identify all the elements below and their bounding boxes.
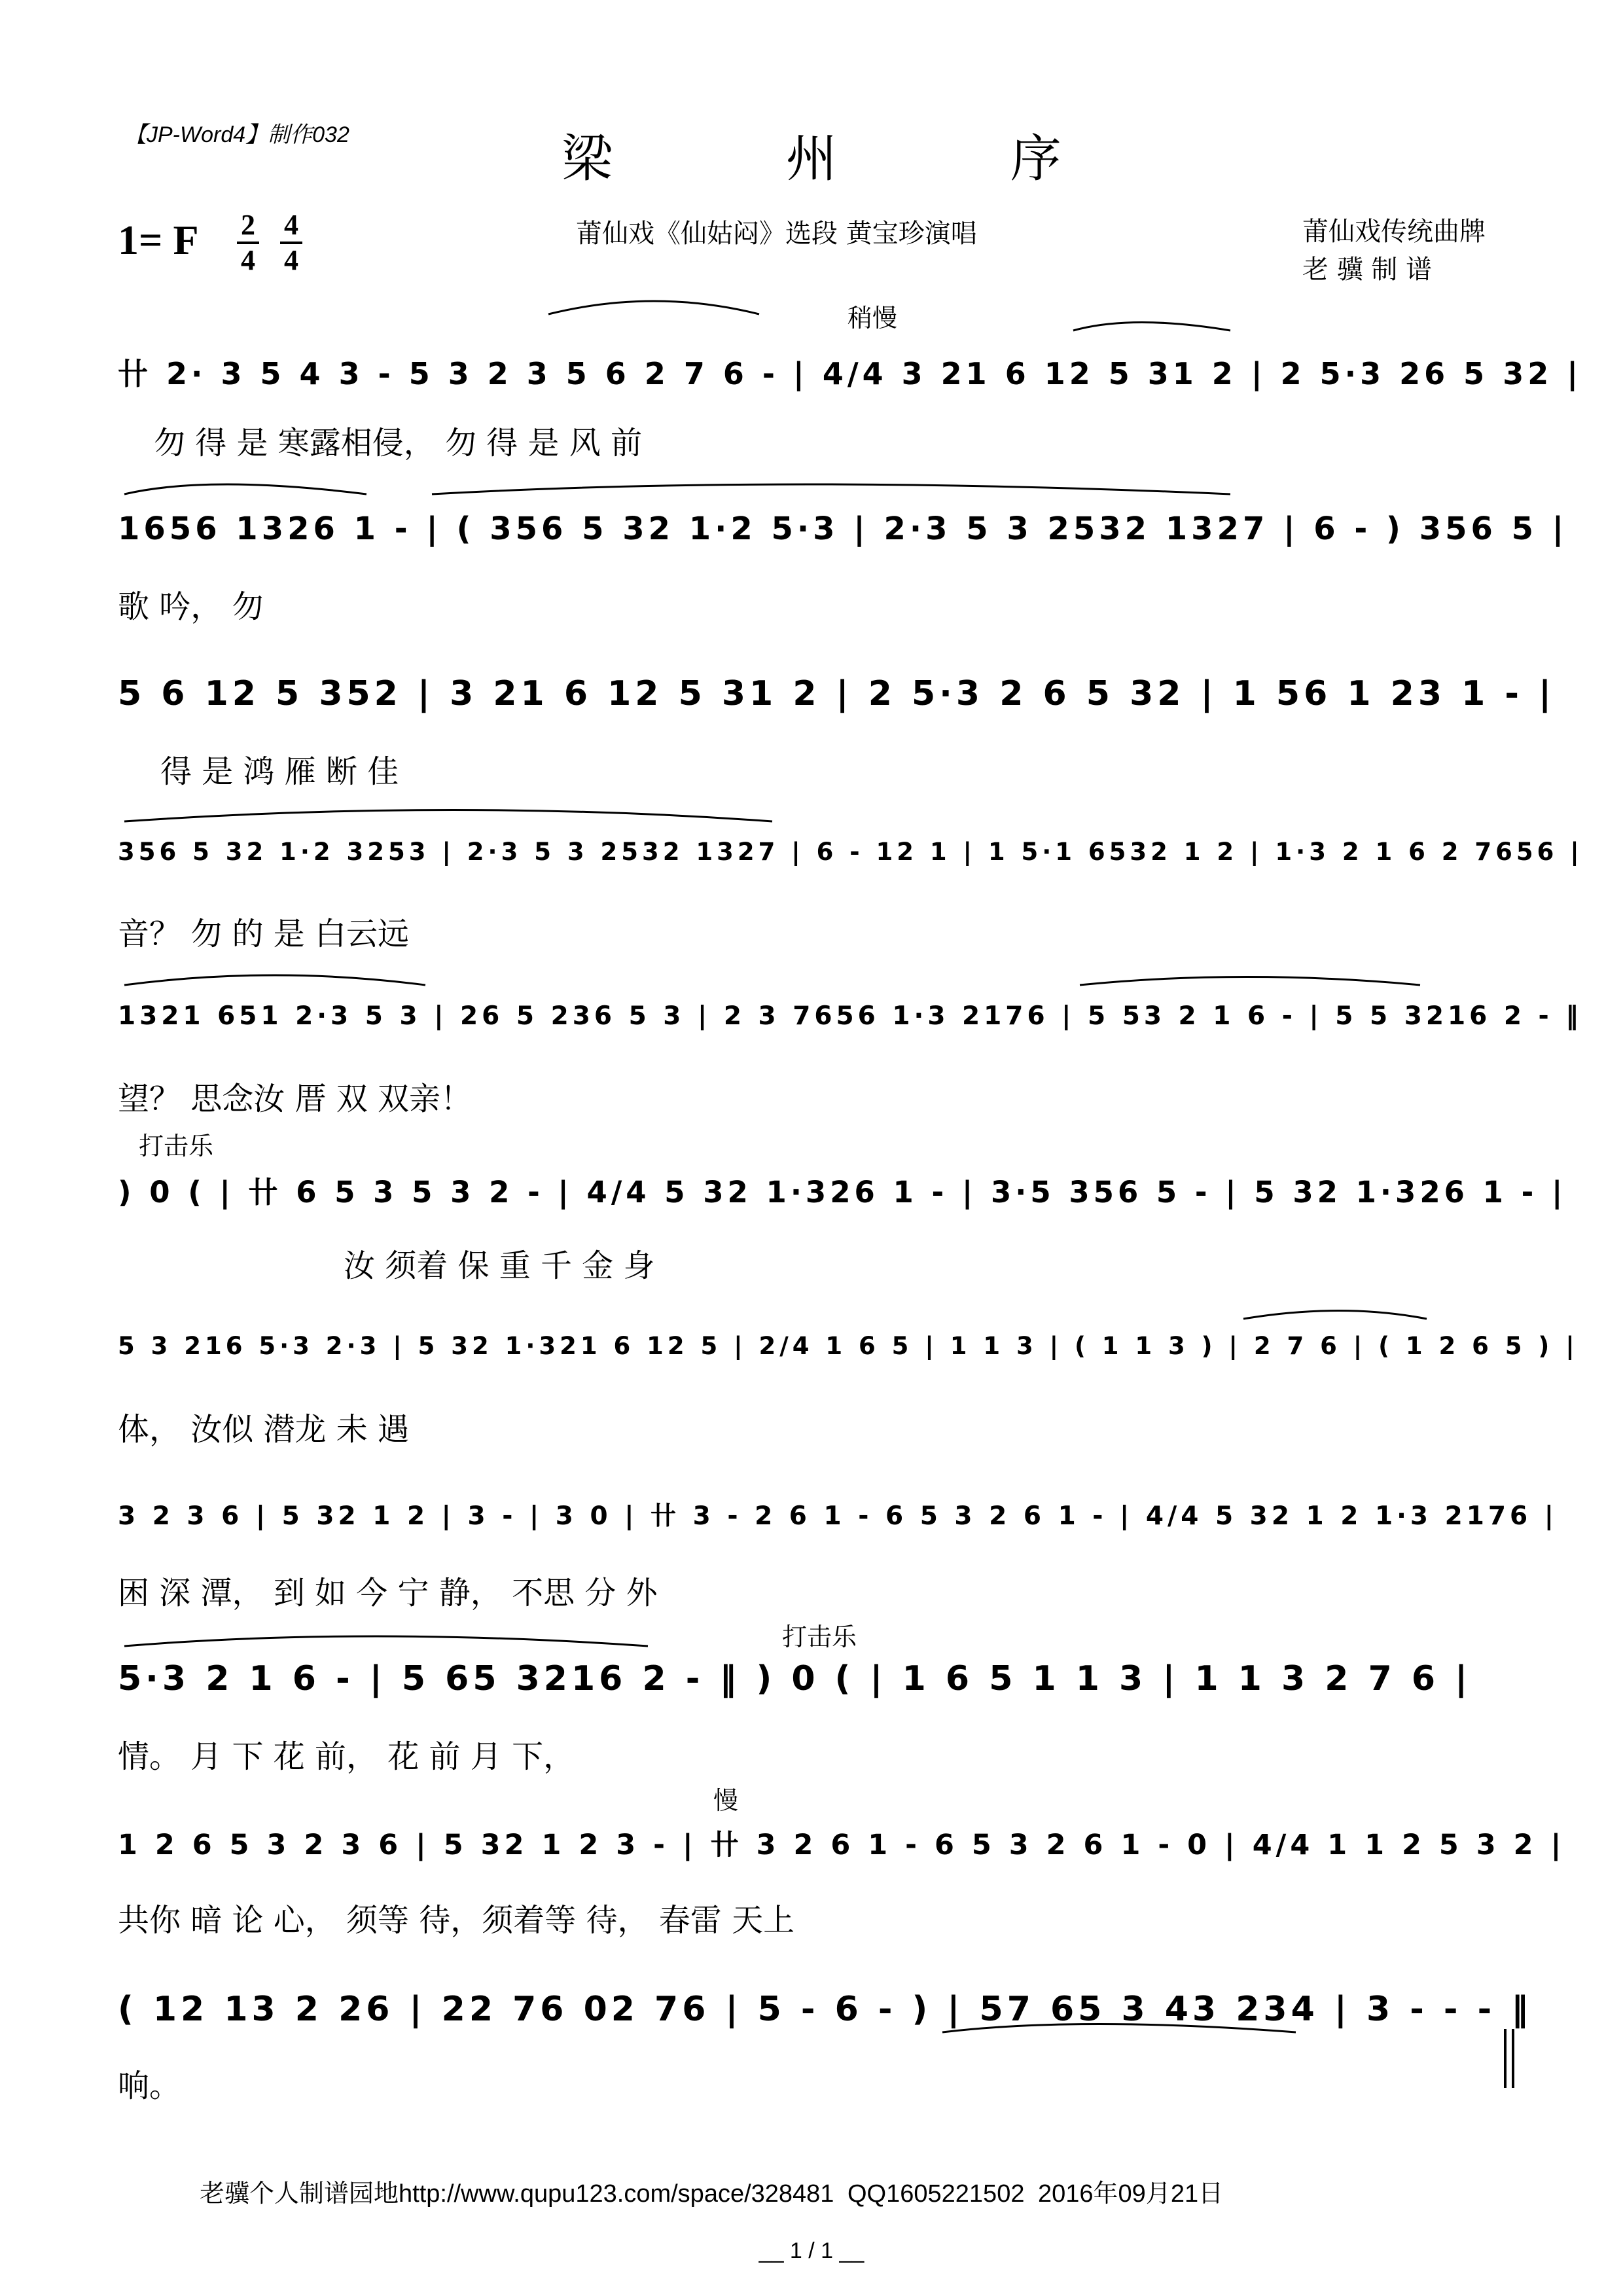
slur-arc	[432, 484, 1230, 494]
score-row-1-notes: 卄 2· 3 5 4 3 - 5 3 2 3 5 6 2 7 6 - | 4/4 3 21 6 12 5 31 2 | 2 5·3 26 5 32 |	[118, 356, 1582, 391]
score-row-7-lyrics: 体， 汝似 潜龙 未 遇	[118, 1411, 410, 1448]
slur-arc	[124, 1636, 648, 1646]
key-signature: 1= F	[118, 217, 199, 263]
origin-line-1: 莆仙戏传统曲牌	[1302, 217, 1486, 247]
score-row-1-lyrics: 勿 得 是 寒露相侵， 勿 得 是 风 前	[154, 425, 643, 461]
slur-arc	[124, 810, 772, 822]
score-row-3-notes: 5 6 12 5 352 | 3 21 6 12 5 31 2 | 2 5·3 2 6 5 32 | 1 56 1 23 1 - |	[118, 674, 1556, 713]
score-row-4-notes: 356 5 32 1·2 3253 | 2·3 5 3 2532 1327 | 6 - 12 1 | 1 5·1 6532 1 2 | 1·3 2 1 6 2 7656 |	[118, 838, 1583, 866]
score-row-7-notes: 5 3 216 5·3 2·3 | 5 32 1·321 6 12 5 | 2/4 1 6 5 | 1 1 3 | ( 1 1 3 ) | 2 7 6 | ( 1 2 6 5 ) |	[118, 1332, 1578, 1360]
score-row-11-notes: ( 12 13 2 26 | 22 76 02 76 | 5 - 6 - ) | 57 65 3 43 234 | 3 - - - ‖	[118, 1990, 1533, 2029]
slur-arc	[1073, 323, 1230, 331]
score-row-4-lyrics: 音？ 勿 的 是 白云远	[118, 916, 410, 952]
origin-line-2: 老 骥 制 谱	[1302, 255, 1433, 285]
percussion-mark: 打击乐	[139, 1132, 214, 1160]
meter-denominator: 4	[241, 244, 255, 276]
slur-arc	[124, 975, 425, 985]
score-row-11-lyrics: 响。	[118, 2068, 181, 2104]
score-row-6-notes: ) 0 ( | 卄 6 5 3 5 3 2 - | 4/4 5 32 1·326 1 - | 3·5 356 5 - | 5 32 1·326 1 - |	[118, 1175, 1567, 1210]
subtitle: 莆仙戏《仙姑闷》选段 黄宝珍演唱	[576, 219, 977, 249]
page-title: 梁 州 序	[562, 130, 1140, 188]
score-row-6-lyrics: 汝 须着 保 重 千 金 身	[344, 1247, 655, 1284]
score-row-5-notes: 1321 651 2·3 5 3 | 26 5 236 5 3 | 2 3 7656 1·3 2176 | 5 53 2 1 6 - | 5 5 3216 2 - ‖	[118, 1001, 1582, 1031]
meter-numerator: 4	[284, 209, 298, 241]
slur-arc	[942, 2024, 1296, 2033]
score-row-3-lyrics: 得 是 鸿 雁 断 佳	[160, 753, 399, 790]
slur-arc	[1080, 977, 1420, 986]
score-row-8-notes: 3 2 3 6 | 5 32 1 2 | 3 - | 3 0 | 卄 3 - 2 6 1 - 6 5 3 2 6 1 - | 4/4 5 32 1 2 1·3 2176 |	[118, 1501, 1558, 1531]
score-row-2-notes: 1656 1326 1 - | ( 356 5 32 1·2 5·3 | 2·3 5 3 2532 1327 | 6 - ) 356 5 |	[118, 511, 1568, 547]
slur-arc	[548, 301, 759, 314]
percussion-mark: 打击乐	[782, 1623, 857, 1651]
slur-arc	[1243, 1311, 1427, 1319]
footer-credits: 老骥个人制谱园地http://www.qupu123.com/space/328481 QQ1605221502 2016年09月21日	[200, 2180, 1224, 2208]
score-row-9-lyrics: 情。 月 下 花 前， 花 前 月 下，	[118, 1738, 575, 1775]
tempo-mark: 稍慢	[847, 304, 898, 332]
page-number: __ 1 / 1 __	[758, 2238, 865, 2263]
tempo-mark: 慢	[713, 1786, 739, 1815]
score-row-9-notes: 5·3 2 1 6 - | 5 65 3216 2 - ‖ ) 0 ( | 1 6 5 1 1 3 | 1 1 3 2 7 6 |	[118, 1659, 1472, 1698]
score-row-10-notes: 1 2 6 5 3 2 3 6 | 5 32 1 2 3 - | 卄 3 2 6 1 - 6 5 3 2 6 1 - 0 | 4/4 1 1 2 5 3 2 |	[118, 1829, 1565, 1861]
meter-denominator: 4	[284, 244, 298, 276]
meter-numerator: 2	[241, 209, 255, 241]
score-row-5-lyrics: 望？ 思念汝 厝 双 双亲！	[118, 1081, 473, 1117]
score-row-10-lyrics: 共你 暗 论 心， 须等 待，须着等 待， 春雷 天上	[118, 1902, 795, 1939]
score-row-8-lyrics: 困 深 潭， 到 如 今 宁 静， 不思 分 外	[118, 1575, 658, 1611]
maker-tag: 【JP-Word4】制作032	[124, 122, 349, 147]
slur-arc	[124, 484, 366, 494]
score-row-2-lyrics: 歌 吟， 勿	[118, 588, 264, 625]
